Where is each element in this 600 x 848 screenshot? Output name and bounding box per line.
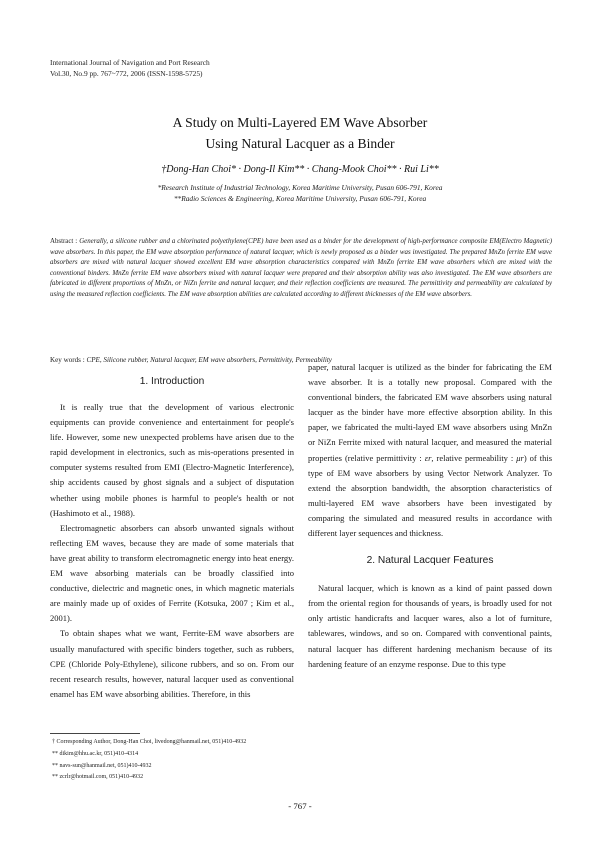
footnote-separator [50,733,140,734]
keywords-text: CPE, Silicone rubber, Natural lacquer, EM wave absorbers, Permittivity, Permeability [86,356,332,364]
page-number: - 767 - [288,801,312,811]
paragraph: To obtain shapes what we want, Ferrite-EM wave absorbers are usually manufactured with specific binders together, such as rubbers, CPE (Chloride Poly-Ethylene), silicone rubbers, and so on. From our recent research results, however, natural lacquer used as conventional enamel has EM wave absorbing abilities. Therefore, in this [50,628,294,699]
footnote: ** zcrlr@hotmail.com, 051)410-4932 [52,774,144,781]
footnote: ** dikim@hhu.ac.kr, 051)410-4314 [52,750,139,757]
paragraph: Natural lacquer, which is known as a kind of paint passed down from the oriental region for thousands of years, is broadly used for not only artistic handicrafts and lacquer wares, also a lot of furniture, tablewares, windows, and so on. Compared with conventional paints, natural lacquer has different hardening mechanism because of its hardening feature of an enzyme response. Due to this type [308,583,552,669]
paper-title-line-2: Using Natural Lacquer as a Binder [205,135,395,151]
paragraph-text: ) of this type of EM wave absorbers by using Vector Network Analyzer. To extend the absorption bandwidth, the absorption characteristics of multi-layered EM wave absorbers have been investigated by comparing the simulated and measured results in accordance with different layer sequences and thickness. [308,452,552,539]
paragraph: Electromagnetic absorbers can absorb unwanted signals without reflecting EM waves, because they are made of some materials that have great ability to transform electromagnetic energy into heat energy. EM wave absorbing materials can be broadly classified into conductive, dielectric and magnetic ones, in which magnetic materials are mainly made up of oxides of Ferrite (Kotsuka, 2007 ; Kim et al., 2001). [50,522,294,624]
abstract-text: Generally, a silicone rubber and a chlorinated polyethylene(CPE) have been used as a binder for the development of high-performance composite EM(Electro Magnetic) wave absorbers. In this paper, the EM wave absorption performance of natural lacquer, which is newly proposed as a binder was investigated. The prepared MnZn ferrite EM wave absorbers are mixed with natural lacquer showed excellent EM wave absorption characteristics compared with MnZn ferrite EM wave absorbers which are mixed with the conventional binders. MnZn ferrite EM wave absorbers mixed with natural lacquer were prepared and their absorption ability was also investigated. The EM wave absorbers are fabricated in different proportions of MnZn, or NiZn ferrite and natural lacquer, and their reflection coefficients are measured. The permittivity and permeability are calculated by using the measured reflection coefficients. The EM wave absorption abilities are calculated according to different thicknesses of the EM wave absorbers. [50,238,552,298]
affiliations [0,183,600,204]
keywords-label: Key words : [50,356,85,364]
affiliation-1: *Research Institute of Industrial Technology, Korea Maritime University, Pusan 606-791, Korea [157,183,443,192]
paper-title-line-1: A Study on Multi-Layered EM Wave Absorber [172,115,428,130]
paper-title [0,113,600,154]
author-list: †Dong-Han Choi* · Dong-Il Kim** · Chang-Mook Choi** · Rui Li** [161,164,439,175]
affiliation-2: **Radio Sciences & Engineering, Korea Maritime University, Pusan 606-791, Korea [173,193,427,203]
section-heading-natural-lacquer: 2. Natural Lacquer Features [366,555,494,567]
paragraph-text: paper, natural lacquer is utilized as the binder for fabricating the EM wave absorber. It is a totally new proposal. Compared with the conventional binders, the fabricated EM wave absorbers using natural lacquer as the binder have more effective absorption ability. In this paper, we fabricated the multi-layed EM wave absorbers using MnZn or NiZn Ferrite mixed with natural lacquer, and measured the material properties (relative permittivity : [308,362,552,463]
section-heading-introduction: 1. Introduction [139,376,205,387]
paragraph: It is really true that the development of various electronic equipments can provide convenience and entertainment for people's life. However, some new unexpected problems have arisen due to the rapid development in electronics, such as mis-operations presented in computer systems resulted from EMI (Electro-Magnetic Interference), ship accidents caused by ghost signals and a subject of disputation whether using mobile phones is harmful to people's health or not (Hashimoto et al., 1988). [50,402,294,518]
footnotes [52,737,246,784]
journal-header [50,58,210,79]
abstract [50,237,552,301]
footnote-corresponding-author: † Corresponding Author, Dong-Han Choi, livedong@hanmail.net, 051)410-4932 [52,739,247,745]
paragraph [308,360,552,541]
permittivity-symbol: εr [424,452,432,463]
permeability-symbol: μr [516,452,524,463]
journal-name: International Journal of Navigation and Port Research [50,58,210,67]
paragraph-text: , relative permeability : [431,452,514,463]
left-column [50,364,294,702]
journal-volume-info: Vol.30, No.9 pp. 767~772, 2006 (ISSN-1598-5725) [50,68,203,78]
abstract-label: Abstract : [50,238,78,245]
right-column [308,360,552,672]
footnote: ** navs-sun@hanmail.net, 051)410-4932 [52,762,152,769]
